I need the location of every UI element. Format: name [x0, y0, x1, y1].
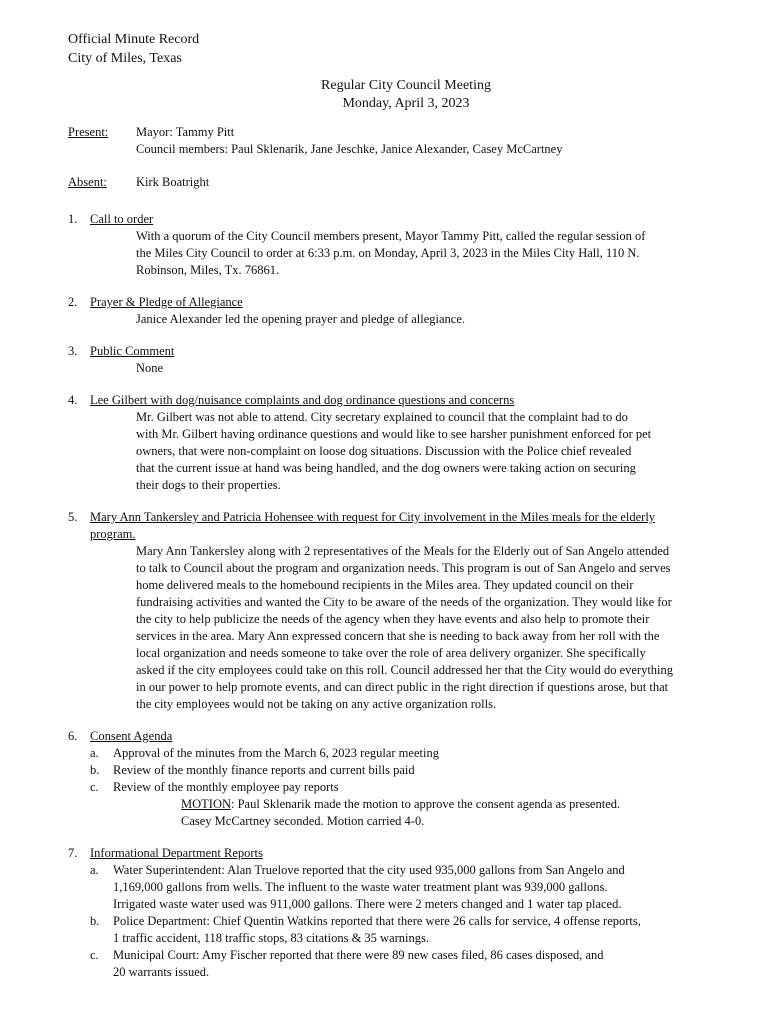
- item-title-line: Mary Ann Tankersley and Patricia Hohensee with request for City involvement in the Miles meals for the elderly: [90, 510, 656, 524]
- item-title: Lee Gilbert with dog/nuisance complaints and dog ordinance questions and concerns: [90, 393, 515, 407]
- subitem-letter: c.: [90, 780, 99, 794]
- item-title: Public Comment: [90, 344, 175, 358]
- body-line: Mr. Gilbert was not able to attend. City secretary explained to council that the complaint had to do: [136, 410, 628, 424]
- subitem: [90, 762, 744, 779]
- absent-label: Absent:: [68, 175, 107, 189]
- item-title: Consent Agenda: [90, 729, 173, 743]
- agenda-items: [68, 211, 744, 981]
- body-line: owners, that were non-complaint on loose dog situations. Discussion with the Police chief revealed: [136, 444, 632, 458]
- subitem-letter: a.: [90, 863, 99, 877]
- body-line: to talk to Council about the program and organization needs. This program is out of San Angelo and serves: [136, 561, 671, 575]
- agenda-item-consent-agenda: [68, 728, 744, 830]
- subitem-text: Review of the monthly employee pay reports: [113, 780, 339, 794]
- item-number: 2.: [68, 295, 78, 309]
- body-line: asked if the city employees could take on this roll. Council addressed her that the City would do everything: [136, 663, 674, 677]
- subitem-letter: b.: [90, 763, 100, 777]
- item-title: Prayer & Pledge of Allegiance: [90, 295, 243, 309]
- agenda-item-meals-for-elderly: [68, 509, 744, 713]
- subitem-text: Approval of the minutes from the March 6, 2023 regular meeting: [113, 746, 439, 760]
- record-title: Official Minute Record: [68, 32, 200, 47]
- body-line: with Mr. Gilbert having ordinance questions and would like to see harsher punishment enforced for pet: [136, 427, 652, 441]
- agenda-item-dog-complaints: [68, 392, 744, 494]
- body-line: services in the area. Mary Ann expressed concern that she is needing to back away from her roll with the: [136, 629, 660, 643]
- agenda-item-prayer-pledge: [68, 294, 744, 328]
- item-number: 7.: [68, 846, 78, 860]
- subitem-line: 1,169,000 gallons from wells. The influent to the waste water treatment plant was 939,000 gallons.: [113, 880, 608, 894]
- agenda-item-call-to-order: [68, 211, 744, 279]
- body-line: the city employees would not be taking on any active organization rolls.: [136, 697, 497, 711]
- subitem-line: Municipal Court: Amy Fischer reported that there were 89 new cases filed, 86 cases disposed, and: [113, 948, 604, 962]
- subitem-water-report: [90, 862, 744, 913]
- item-number: 4.: [68, 393, 78, 407]
- body-line: Janice Alexander led the opening prayer and pledge of allegiance.: [136, 312, 466, 326]
- subitem-police-report: [90, 913, 744, 947]
- item-title-line: program.: [90, 527, 136, 541]
- item-title: Informational Department Reports: [90, 846, 263, 860]
- subitem: [90, 745, 744, 762]
- council-members-line: Council members: Paul Sklenarik, Jane Jeschke, Janice Alexander, Casey McCartney: [136, 142, 563, 156]
- subitem-list: [90, 862, 744, 981]
- subitem-line: Police Department: Chief Quentin Watkins reported that there were 26 calls for service, 4 offense reports,: [113, 914, 641, 928]
- item-body: [136, 543, 744, 713]
- motion-block: [181, 796, 744, 830]
- item-title: Call to order: [90, 212, 154, 226]
- body-line: fundraising activities and wanted the City to be aware of the needs of the organization. They would like for: [136, 595, 672, 609]
- agenda-item-public-comment: [68, 343, 744, 377]
- absent-name: Kirk Boatright: [136, 175, 210, 189]
- absent-section: [68, 174, 744, 191]
- meeting-title-block: [68, 77, 744, 113]
- present-label: Present:: [68, 125, 109, 139]
- item-body: [136, 311, 744, 328]
- body-line: the Miles City Council to order at 6:33 p.m. on Monday, April 3, 2023 in the Miles City Hall, 110 N.: [136, 246, 640, 260]
- body-line: local organization and needs someone to take over the role of area delivery organizer. She specifically: [136, 646, 646, 660]
- mayor-line: Mayor: Tammy Pitt: [136, 125, 235, 139]
- meeting-title: Regular City Council Meeting: [321, 78, 491, 93]
- body-line: home delivered meals to the homebound recipients in the Miles area. They updated council on their: [136, 578, 634, 592]
- present-list: [136, 124, 562, 158]
- item-body: [136, 228, 744, 279]
- body-line: None: [136, 361, 164, 375]
- subitem-court-report: [90, 947, 744, 981]
- body-line: in our power to help promote events, and can direct public in the right direction if questions arose, but that: [136, 680, 669, 694]
- item-number: 6.: [68, 729, 78, 743]
- subitem-letter: c.: [90, 948, 99, 962]
- agenda-item-department-reports: [68, 845, 744, 981]
- body-line: their dogs to their properties.: [136, 478, 281, 492]
- subitem-line: Irrigated waste water used was 911,000 gallons. There were 2 meters changed and 1 water tap placed.: [113, 897, 622, 911]
- body-line: the city to help publicize the needs of the agency when they have events and also help to promote their: [136, 612, 650, 626]
- item-body: [136, 360, 744, 377]
- body-line: With a quorum of the City Council members present, Mayor Tammy Pitt, called the regular session of: [136, 229, 646, 243]
- motion-text: : Paul Sklenarik made the motion to approve the consent agenda as presented.: [231, 797, 621, 811]
- subitem-letter: b.: [90, 914, 100, 928]
- minutes-page: [68, 30, 744, 996]
- subitem-line: 1 traffic accident, 118 traffic stops, 83 citations & 35 warnings.: [113, 931, 430, 945]
- body-line: Robinson, Miles, Tx. 76861.: [136, 263, 280, 277]
- subitem-line: Water Superintendent: Alan Truelove reported that the city used 935,000 gallons from San Angelo and: [113, 863, 625, 877]
- item-number: 1.: [68, 212, 78, 226]
- subitem-list: [90, 745, 744, 796]
- item-body: [136, 409, 744, 494]
- city-name: City of Miles, Texas: [68, 51, 182, 66]
- motion-label: MOTION: [181, 797, 231, 811]
- subitem: [90, 779, 744, 796]
- body-line: Mary Ann Tankersley along with 2 representatives of the Meals for the Elderly out of San Angelo attended: [136, 544, 670, 558]
- motion-result: Casey McCartney seconded. Motion carried 4-0.: [181, 814, 425, 828]
- present-section: [68, 124, 744, 158]
- body-line: that the current issue at hand was being handled, and the dog owners were taking action on securing: [136, 461, 636, 475]
- subitem-text: Review of the monthly finance reports and current bills paid: [113, 763, 415, 777]
- meeting-date: Monday, April 3, 2023: [342, 96, 470, 111]
- item-number: 5.: [68, 510, 78, 524]
- item-number: 3.: [68, 344, 78, 358]
- subitem-line: 20 warrants issued.: [113, 965, 210, 979]
- subitem-letter: a.: [90, 746, 99, 760]
